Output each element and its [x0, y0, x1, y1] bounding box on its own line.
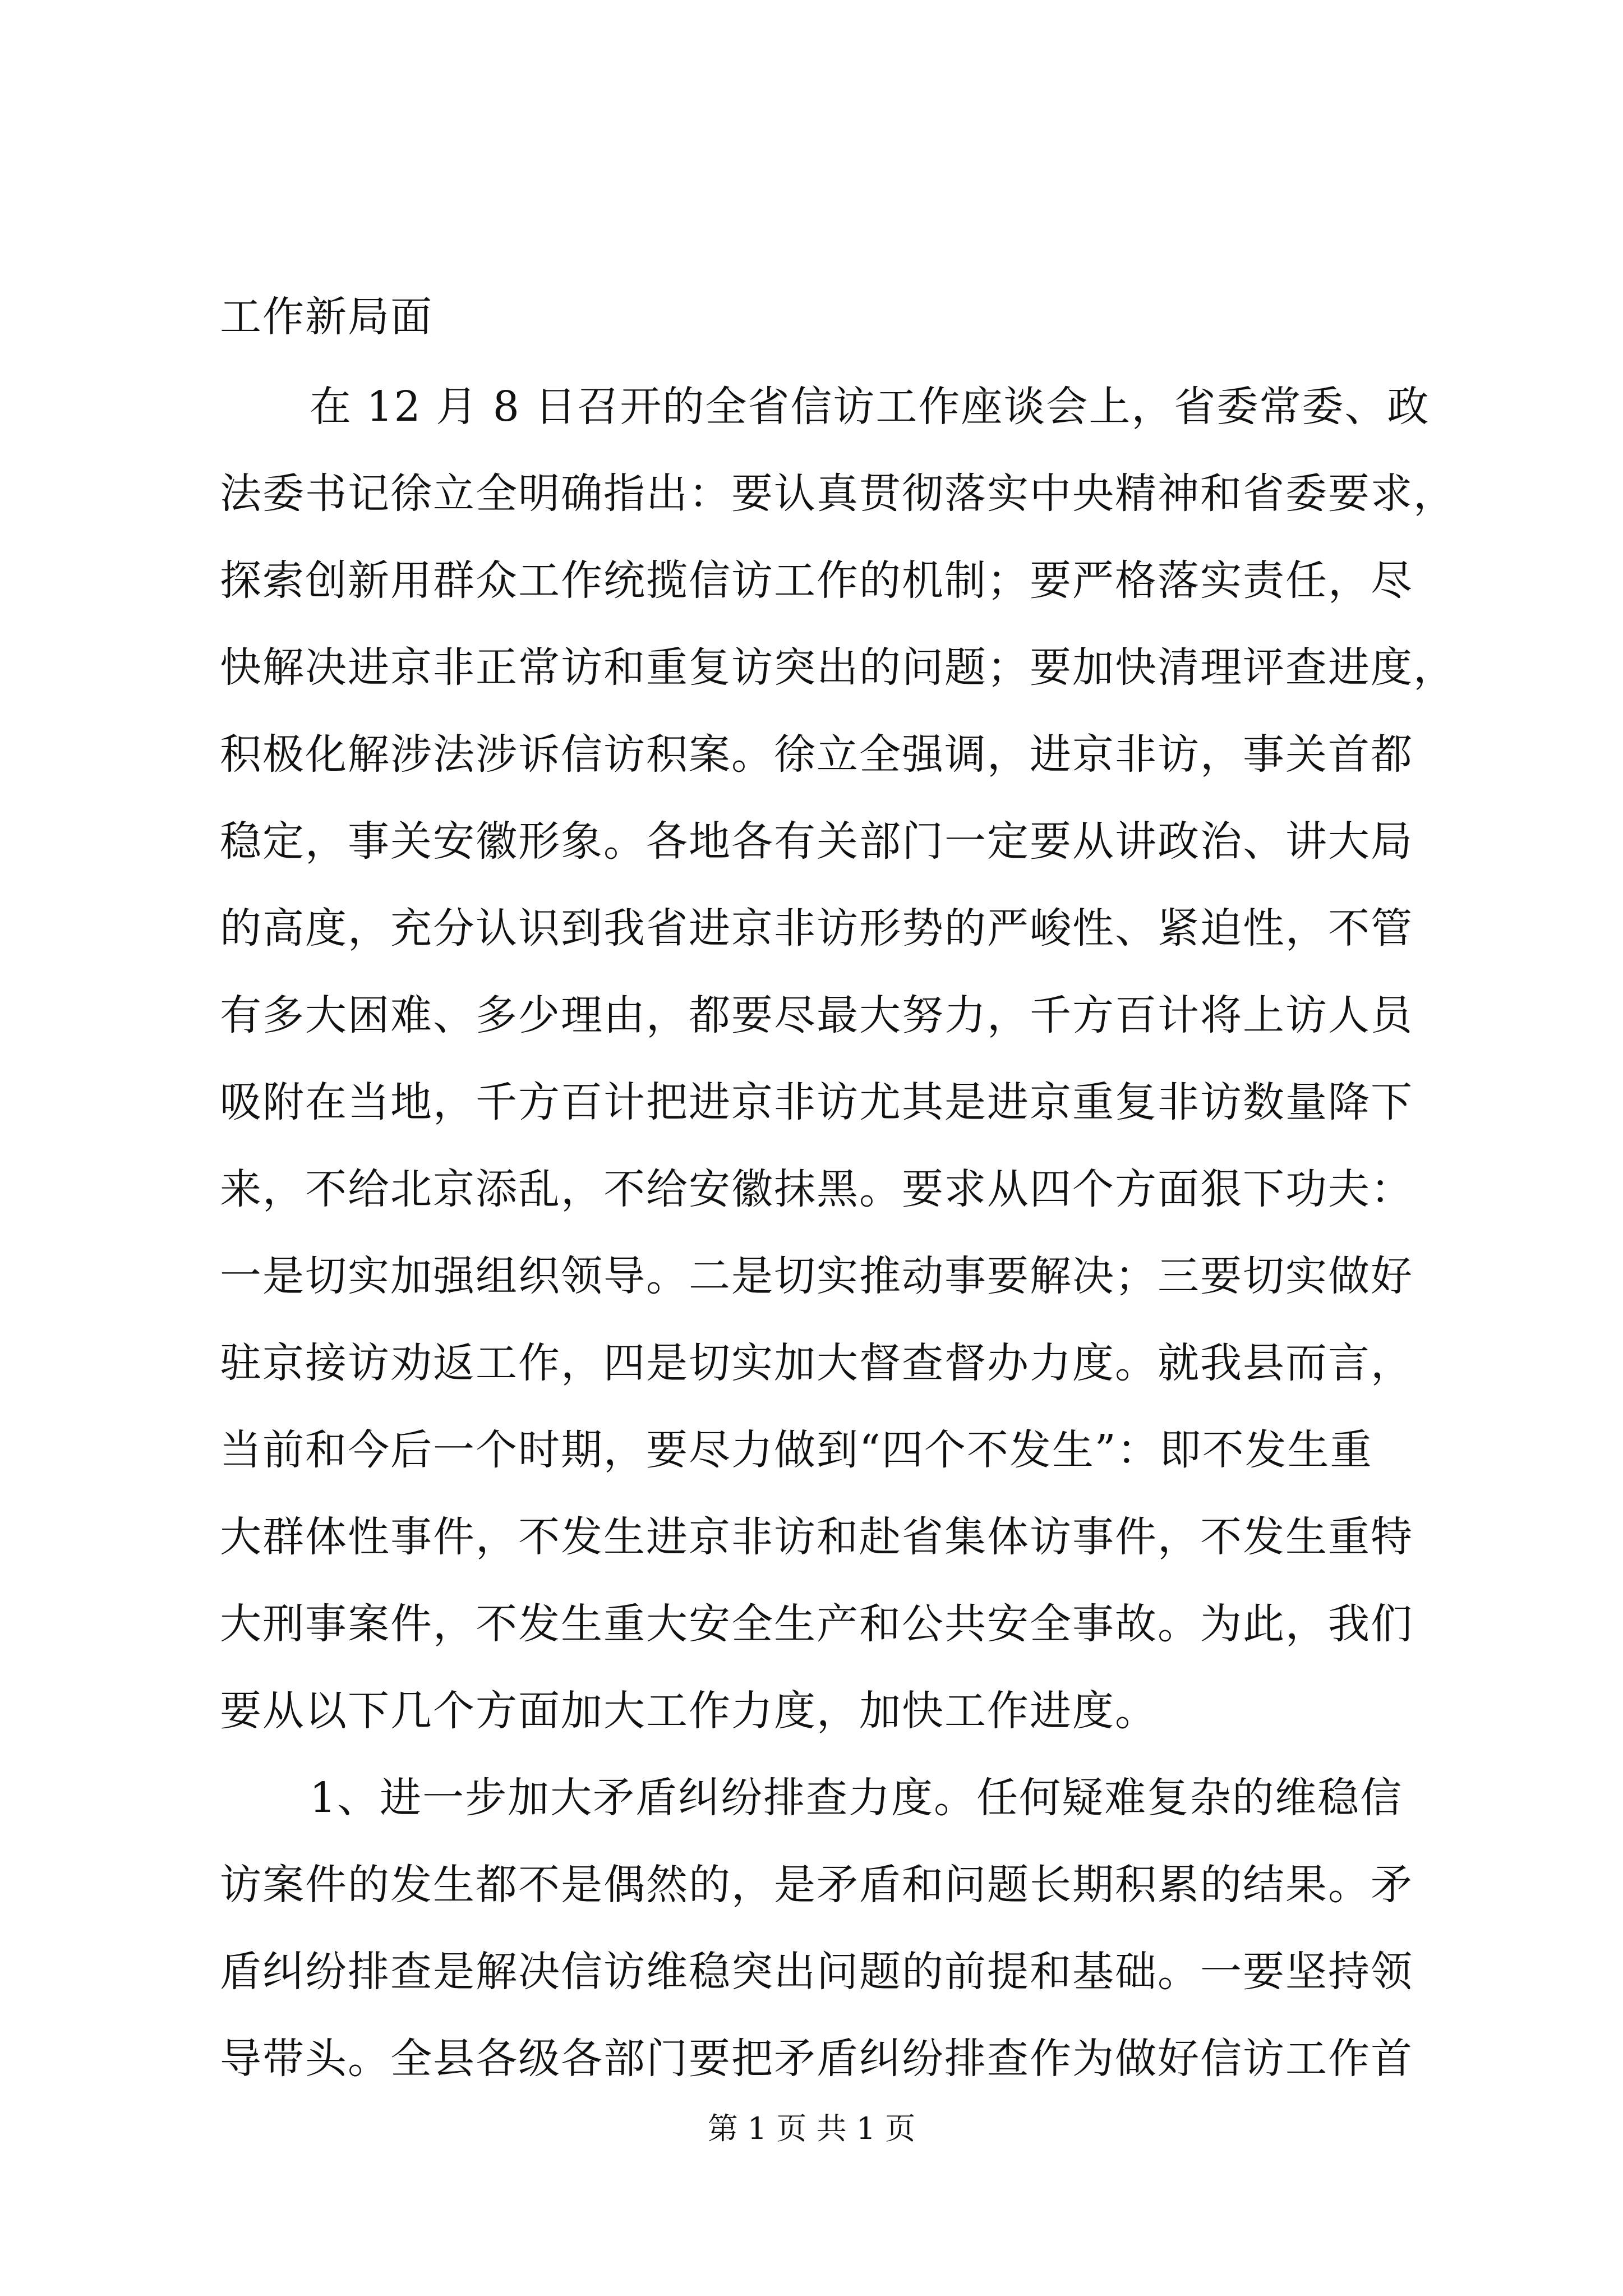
- text-line: 快解决进京非正常访和重复访突出的问题；要加快清理评查进度，: [220, 643, 1456, 692]
- page-number-footer: 第 1 页 共 1 页: [707, 2111, 916, 2146]
- text-line: 一是切实加强组织领导。二是切实推动事要解决；三要切实做好: [220, 1252, 1413, 1300]
- text-line: 导带头。全县各级各部门要把矛盾纠纷排查作为做好信访工作首: [220, 2035, 1413, 2083]
- text-line: 大群体性事件，不发生进京非访和赴省集体访事件，不发生重特: [220, 1513, 1413, 1561]
- paragraph-first-line: 1、进一步加大矛盾纠纷排查力度。任何疑难复杂的维稳信: [310, 1774, 1403, 1822]
- text-line: 访案件的发生都不是偶然的，是矛盾和问题长期积累的结果。矛: [220, 1861, 1413, 1909]
- text-line: 当前和今后一个时期，要尽力做到“四个不发生”：即不发生重: [220, 1426, 1373, 1474]
- paragraph-first-line: 在 12 月 8 日召开的全省信访工作座谈会上，省委常委、政: [310, 383, 1430, 431]
- text-line: 有多大困难、多少理由，都要尽最大努力，千方百计将上访人员: [220, 991, 1413, 1039]
- text-line: 工作新局面: [220, 293, 433, 341]
- text-line: 驻京接访劝返工作，四是切实加大督查督办力度。就我县而言，: [220, 1339, 1413, 1387]
- text-line: 大刑事案件，不发生重大安全生产和公共安全事故。为此，我们: [220, 1600, 1413, 1648]
- text-line: 盾纠纷排查是解决信访维稳突出问题的前提和基础。一要坚持领: [220, 1948, 1413, 1996]
- text-line: 探索创新用群众工作统揽信访工作的机制；要严格落实责任，尽: [220, 556, 1413, 605]
- text-line: 稳定，事关安徽形象。各地各有关部门一定要从讲政治、讲大局: [220, 817, 1413, 866]
- text-line: 要从以下几个方面加大工作力度，加快工作进度。: [220, 1687, 1158, 1735]
- text-line: 的高度，充分认识到我省进京非访形势的严峻性、紧迫性，不管: [220, 904, 1413, 953]
- text-line: 积极化解涉法涉诉信访积案。徐立全强调，进京非访，事关首都: [220, 730, 1413, 779]
- text-line: 来，不给北京添乱，不给安徽抹黑。要求从四个方面狠下功夫：: [220, 1165, 1413, 1213]
- text-line: 法委书记徐立全明确指出：要认真贯彻落实中央精神和省委要求，: [220, 470, 1456, 518]
- text-line: 吸附在当地，千方百计把进京非访尤其是进京重复非访数量降下: [220, 1078, 1413, 1126]
